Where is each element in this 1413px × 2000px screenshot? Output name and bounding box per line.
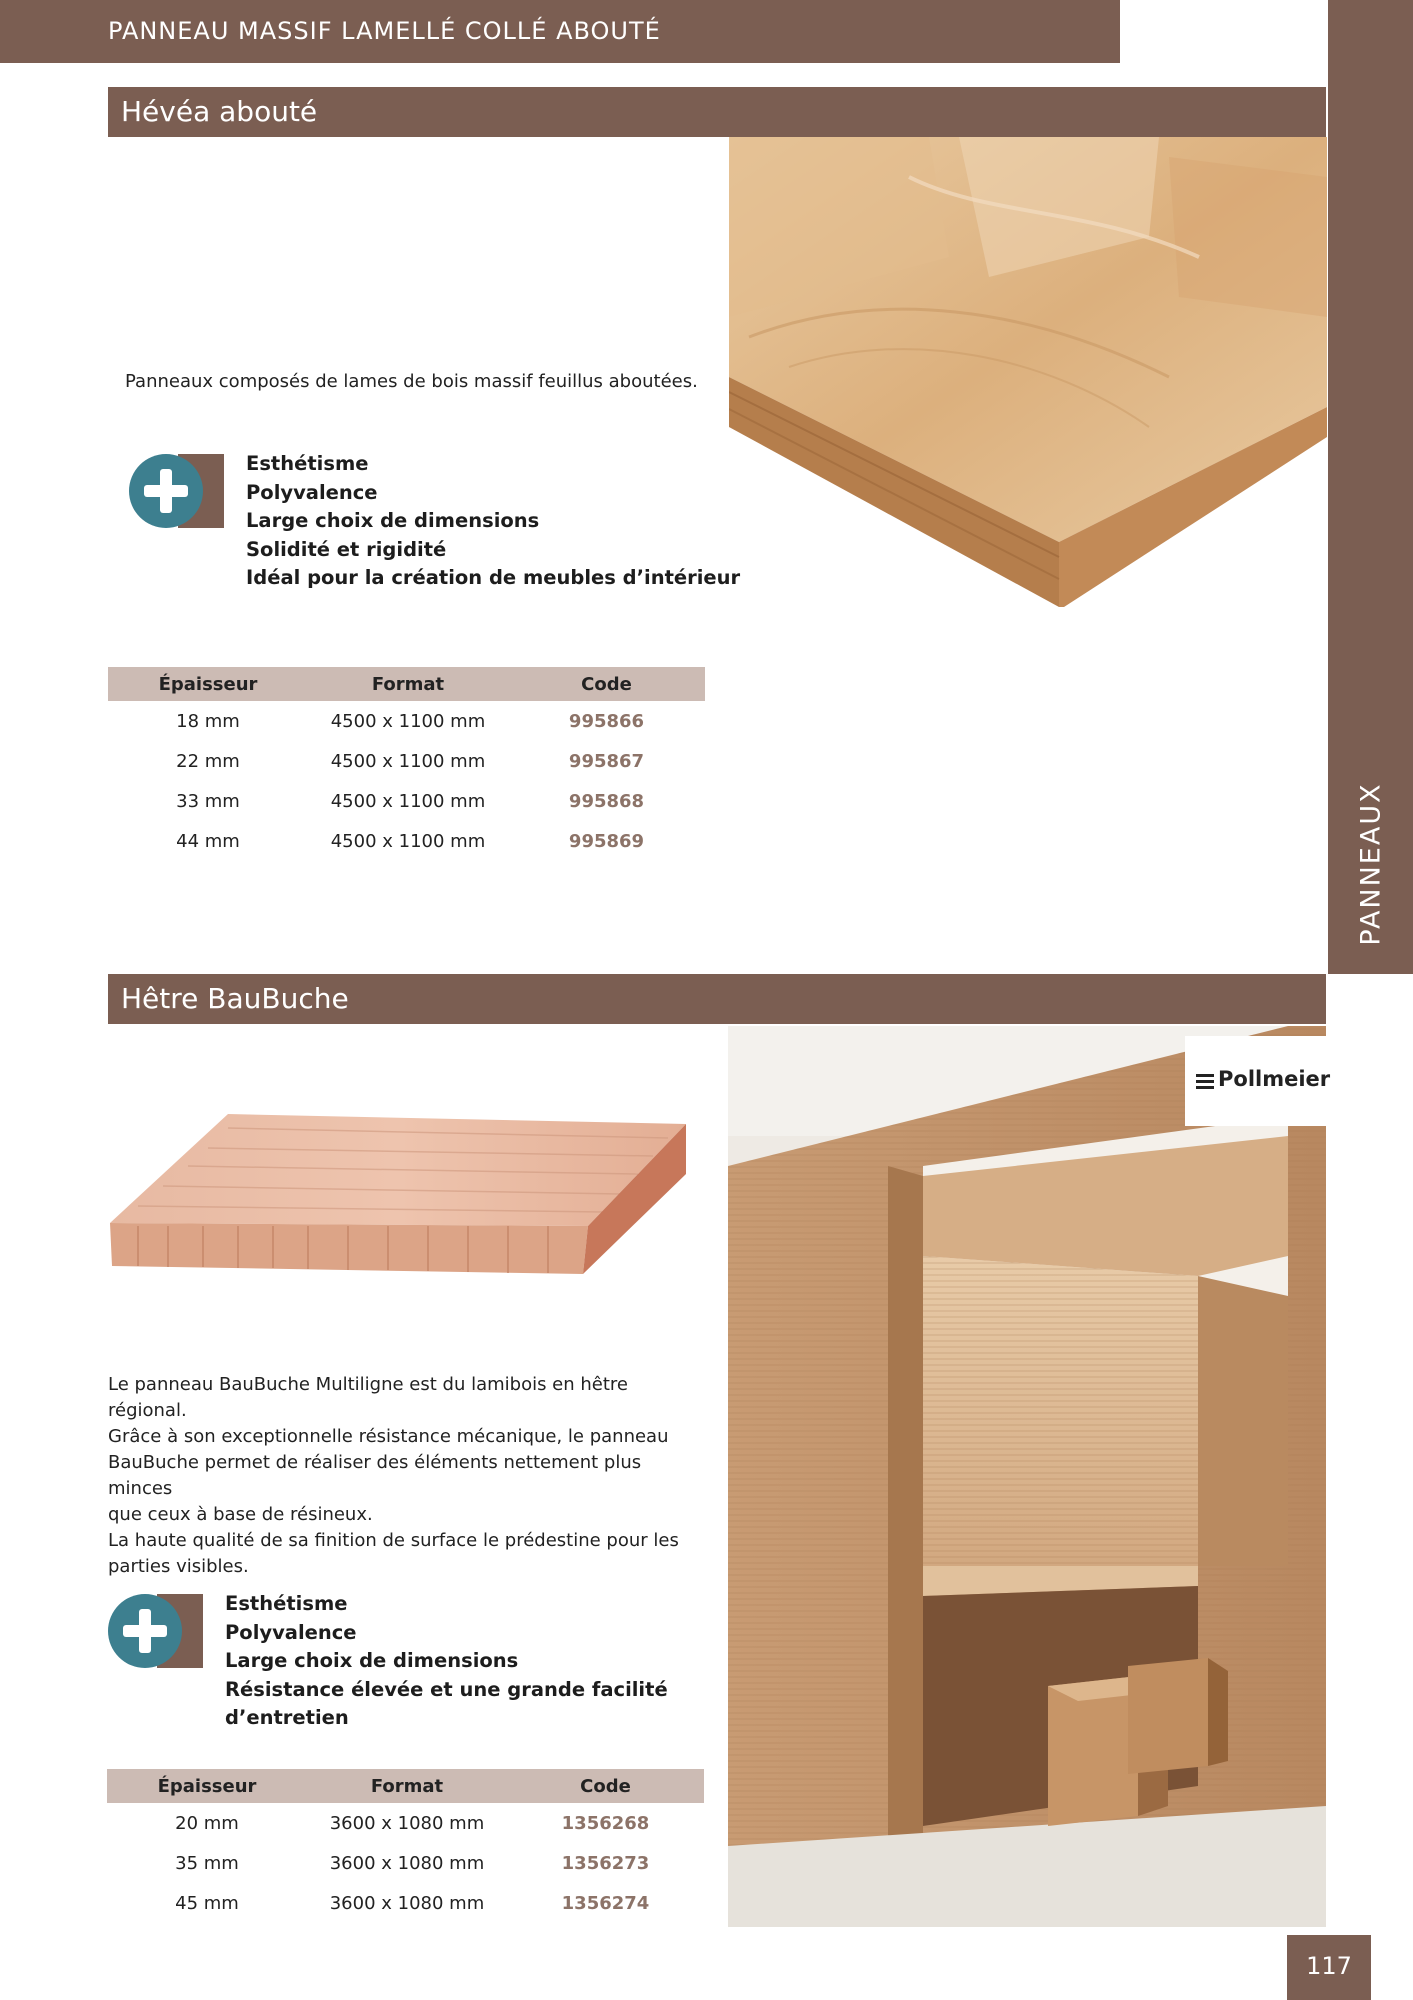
format-cell: 4500 x 1100 mm <box>330 790 486 812</box>
description-line: Le panneau BauBuche Multiligne est du lamibois en hêtre régional. <box>108 1374 629 1421</box>
thickness-cell: 20 mm <box>175 1812 239 1834</box>
feature-item: Large choix de dimensions <box>225 1649 519 1672</box>
table-header-row <box>107 1769 704 1803</box>
feature-item: Polyvalence <box>246 480 378 504</box>
baubuche-spec-table <box>107 1769 704 1923</box>
feature-item: Esthétisme <box>225 1592 348 1615</box>
section-heading-baubuche <box>108 974 1326 1024</box>
hevea-spec-table <box>108 667 705 861</box>
page-number <box>1287 1935 1371 2000</box>
code-cell: 995866 <box>568 710 645 732</box>
table-row <box>108 781 705 821</box>
page-number-text: 117 <box>1306 1952 1352 1980</box>
description-line: Grâce à son exceptionnelle résistance mécanique, le panneau <box>108 1426 669 1447</box>
hevea-description-text: Panneaux composés de lames de bois massif feuillus aboutées. <box>125 371 698 392</box>
description-line: parties visibles. <box>108 1556 249 1577</box>
table-row <box>108 741 705 781</box>
code-cell: 995867 <box>568 750 645 772</box>
code-cell: 1356273 <box>561 1852 650 1874</box>
table-row <box>107 1883 704 1923</box>
baubuche-description <box>108 1372 708 1580</box>
section-title: Hévéa abouté <box>121 95 318 128</box>
pollmeier-logo <box>1185 1036 1331 1126</box>
format-cell: 4500 x 1100 mm <box>330 710 486 732</box>
table-row <box>108 701 705 741</box>
hevea-features-list <box>246 450 746 593</box>
code-cell: 1356274 <box>561 1892 650 1914</box>
section-title: Hêtre BauBuche <box>121 982 349 1015</box>
format-cell: 4500 x 1100 mm <box>330 830 486 852</box>
hevea-panel-image <box>729 137 1327 607</box>
column-header: Code <box>508 667 705 701</box>
column-header: Épaisseur <box>108 667 308 701</box>
description-line: que ceux à base de résineux. <box>108 1504 373 1525</box>
feature-item: Solidité et rigidité <box>246 537 447 561</box>
feature-item: d’entretien <box>225 1706 349 1729</box>
baubuche-interior-image <box>728 1026 1326 1927</box>
column-header: Format <box>307 1769 507 1803</box>
hevea-description <box>125 369 705 395</box>
thickness-cell: 33 mm <box>176 790 240 812</box>
column-header: Code <box>507 1769 704 1803</box>
feature-item: Esthétisme <box>246 452 369 475</box>
format-cell: 3600 x 1080 mm <box>329 1892 485 1914</box>
logo-text: Pollmeier <box>1218 1067 1331 1091</box>
page-title: PANNEAU MASSIF LAMELLÉ COLLÉ ABOUTÉ <box>108 17 661 45</box>
thickness-cell: 45 mm <box>175 1892 239 1914</box>
table-row <box>108 821 705 861</box>
category-sidebar-label-wrap <box>1328 774 1413 954</box>
thickness-cell: 18 mm <box>176 710 240 732</box>
format-cell: 4500 x 1100 mm <box>330 750 486 772</box>
baubuche-board-image <box>108 1108 690 1280</box>
plus-icon <box>107 1594 203 1668</box>
thickness-cell: 22 mm <box>176 750 240 772</box>
baubuche-features-list <box>225 1590 725 1733</box>
feature-item: Résistance élevée et une grande facilité <box>225 1677 668 1701</box>
logo-lines-icon <box>1196 1074 1214 1090</box>
plus-icon <box>128 454 224 528</box>
format-cell: 3600 x 1080 mm <box>329 1852 485 1874</box>
feature-item: Idéal pour la création de meubles d’intérieur <box>246 566 741 589</box>
description-line: La haute qualité de sa finition de surface le prédestine pour les <box>108 1530 679 1551</box>
thickness-cell: 44 mm <box>176 830 240 852</box>
code-cell: 995868 <box>568 790 645 812</box>
table-header-row <box>108 667 705 701</box>
section-heading-hevea <box>108 87 1326 137</box>
format-cell: 3600 x 1080 mm <box>329 1812 485 1834</box>
table-row <box>107 1843 704 1883</box>
column-header: Format <box>308 667 508 701</box>
category-label: PANNEAUX <box>1355 782 1386 946</box>
thickness-cell: 35 mm <box>175 1852 239 1874</box>
description-line: BauBuche permet de réaliser des éléments nettement plus minces <box>108 1452 642 1499</box>
code-cell: 995869 <box>568 830 645 852</box>
code-cell: 1356268 <box>561 1812 650 1834</box>
column-header: Épaisseur <box>107 1769 307 1803</box>
feature-item: Polyvalence <box>225 1620 357 1644</box>
table-row <box>107 1803 704 1843</box>
page-header <box>0 0 1120 63</box>
feature-item: Large choix de dimensions <box>246 509 540 532</box>
